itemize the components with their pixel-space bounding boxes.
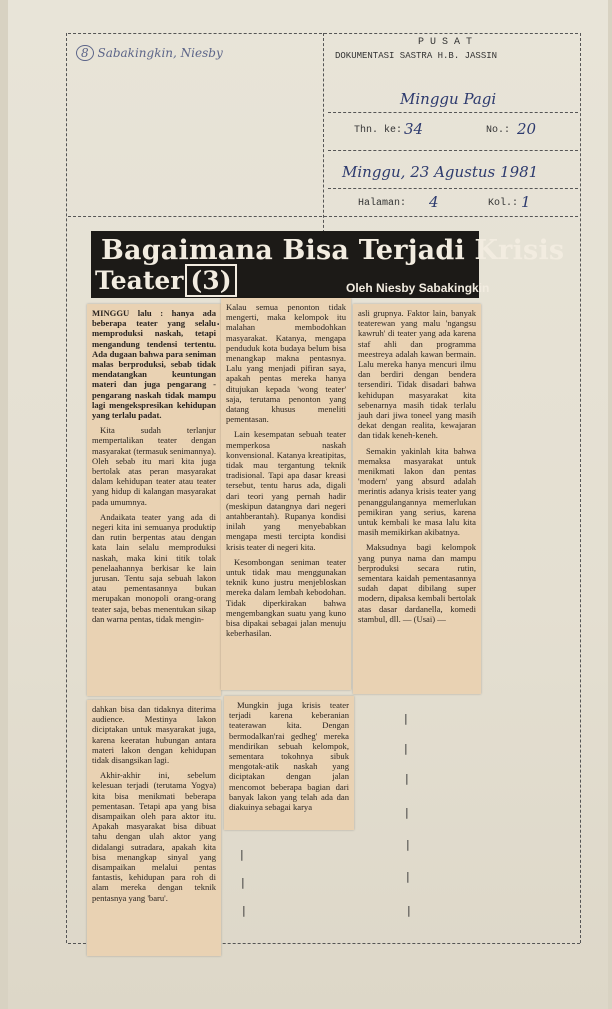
line-3 — [328, 188, 578, 189]
paragraph: dahkan bisa dan tidaknya diterima audience. Mestinya lakon diciptakan untuk masyarakat juga, karena keeratan hubungan antara materi lakon dengan kehidupan tidak disangsikan lagi. — [92, 704, 216, 766]
page-value: 4 — [429, 193, 439, 211]
pencil-mark: | — [404, 742, 408, 755]
pencil-mark: | — [406, 870, 410, 883]
handwritten-author-note: 8 Sabakingkin, Niesby — [76, 46, 223, 60]
column-2-bottom — [224, 696, 354, 830]
column-3 — [353, 304, 481, 694]
page-label: Halaman: — [358, 198, 407, 209]
column-label: Kol.: — [488, 198, 519, 209]
number-label: No.: — [486, 125, 511, 136]
headline-line-2 — [95, 266, 237, 295]
year-value: 34 — [404, 120, 424, 138]
paragraph: asli grupnya. Faktor lain, banyak teaterewan yang malu 'ngangsu kawruh' di teater yang ada karena staf ahli dan programma meestreya adalah kawan bermain. Lalu mereka hanya mencuri ilmu dan berdiri dengan bendera tersendiri. Tidak disadari bahwa kehidupan masyarakat kita sebenarnya masih tidak terlalu jauh dari jiwa toneel yang masih dekat dengan realita, kewajaran dan tidak keneh-keneh. — [358, 308, 476, 441]
paragraph: Semakin yakinlah kita bahwa memaksa masyarakat untuk menikmati lakon dan pentas 'modern' yang absurd adalah merintis adanya krisis teater yang penanggulangannya memerlukan pemikiran yang serius, karena untuk kembali ke masa lalu kita masih memikirkan akibatnya. — [358, 445, 476, 538]
headline-line-1: Bagaimana Bisa Terjadi Krisis — [101, 235, 565, 266]
pencil-mark: | — [406, 838, 410, 851]
headline-block — [91, 231, 565, 298]
paragraph: Akhir-akhir ini, sebelum kelesuan terjadi (terutama Yogya) kita bisa menikmati beberapa pementasan. Tetapi apa yang bisa disampaikan oleh para aktor itu. Apakah masyarakat bisa dibuat tahu dengan ulah aktor yang didalangi sutradara, apakah kita bisa menangkap sinyal yang disampaikan melalui pentas fantastis, kehidupan para roh di alam mereka dengan teknik pentasnya yang 'baru'. — [92, 770, 216, 903]
pencil-mark: | — [407, 904, 411, 917]
archive-pusat: P U S A T — [418, 37, 473, 48]
paragraph: MINGGU lalu : hanya ada beberapa teater yang selalu memproduksi naskah, tetapi mengandung tendensi tertentu. Ada dugaan bahwa para seniman malas berproduksi, sebab tidak mendatangkan keuntungan materi dan juga pengarang - pengarang naskah tidak mampu lagi mengekspresikan kehidupan yang terlalu padat. — [92, 308, 216, 421]
paragraph: Kesombongan seniman teater untuk tidak mau menggunakan teknik kuno justru menjebloskan mereka dalam lembah kebodohan. Tidak diperkirakan bahwa mengembangkan suatu yang kuno bisa dipakai sebagai jalan menuju keberhasilan. — [226, 556, 346, 639]
column-1-bottom — [87, 700, 221, 956]
pencil-mark: . — [216, 313, 221, 329]
archive-institution: DOKUMENTASI SASTRA H.B. JASSIN — [335, 51, 498, 61]
number-value: 20 — [517, 120, 537, 138]
headline-word: Teater — [95, 266, 184, 295]
pencil-mark: | — [242, 904, 246, 917]
paragraph: Mungkin juga krisis teater terjadi karena keberanian teaterawan kita. Dengan bermodalkan'rai gedheg' mereka mendirikan sebuah kelompok, sementara tokohnya sibuk mengotak-atik naskah yang diciptakan dengan jalan mencomot beberapa bagian dari banyak lakon yang telah ada dan diakuinya sebagai karya — [229, 700, 349, 813]
part-number: (3) — [185, 264, 236, 297]
year-label: Thn. ke: — [354, 125, 403, 136]
pencil-mark: | — [405, 806, 409, 819]
paragraph: Andaikata teater yang ada di negeri kita ini semuanya produktip dan rutin berpentas atau dengan kata lain selalu memproduksi naskah, maka kini titik tolak penelaahannya berkisar ke lain jurusan. Tentu saja sebuah lakon atau pementasannya bukan merupakan monopoli orang-orang teater saja, bebas menentukan sikap dan warna pentas, tidak mengin- — [92, 511, 216, 624]
frame-divider — [323, 33, 324, 238]
frame-line-main — [68, 216, 578, 217]
publication-date: Minggu, 23 Agustus 1981 — [342, 163, 539, 181]
column-1-top — [87, 304, 221, 696]
column-2-top — [221, 298, 351, 690]
byline: Oleh Niesby Sabakingkin — [346, 281, 490, 295]
paragraph: Kalau semua penonton tidak mengerti, maka kelompok itu malahan membodohkan masyarakat. Katanya, mengapa penduduk kota budaya belum bisa menangkap makna pentasnya. Lalu yang menjadi pifiran saya, apakah pentas mereka hanya ditujukan kepada 'wong teater' saja, terutama penonton yang datang khusus meneliti pementasan. — [226, 302, 346, 425]
pencil-mark: | — [404, 712, 408, 725]
paragraph: Kita sudah terlanjur mempertalikan teater dengan masyarakat (termasuk senimannya). Oleh sebab itu mari kita juga bertolak atas peran masyarakat dalam kehidupan teater atau teater yang hidup di kalangan masyarakat pada umumnya. — [92, 425, 216, 507]
pencil-mark: | — [405, 772, 409, 785]
paragraph: Maksudnya bagi kelompok yang punya nama dan mampu berproduksi secara rutin, sementara kaidah pementasannya sudah dapat dibilang super modern, dipaksa kembali bertolak atas dasar dardanella, komedi stambul, dll. — (Usai) — — [358, 542, 476, 624]
frame-left — [66, 33, 67, 943]
newspaper-name: Minggu Pagi — [400, 90, 497, 108]
paragraph: Lain kesempatan sebuah teater memperkosa naskah konvensional. Katanya kreatipitas, tidak mau tergantung teknik tradisional. Tapi apa dasar kreasi tersebut, tentu harus ada, digali dari teori yang pernah hadir (meskipun datangnya dari negeri antahberantah). Rupanya kondisi inilah yang menyebabkan mengapa mesti tercipta kondisi krisis teater di negeri kita. — [226, 429, 346, 552]
line-2 — [328, 150, 578, 151]
line-1 — [328, 112, 578, 113]
pencil-mark: | — [240, 848, 244, 861]
pencil-mark: | — [241, 876, 245, 889]
frame-right — [580, 33, 581, 943]
column-value: 1 — [521, 193, 531, 211]
